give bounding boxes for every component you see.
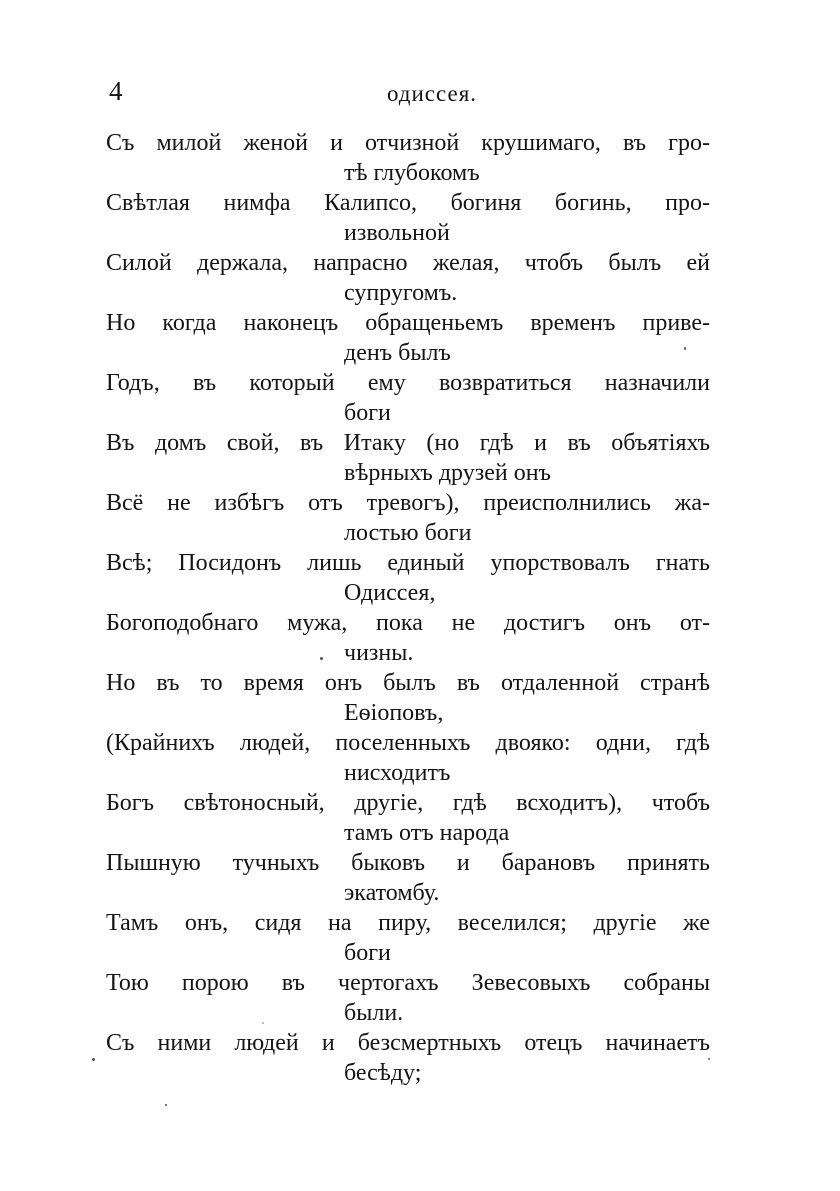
running-title: одиссея. [386,81,478,106]
verse [106,128,710,188]
verse-continuation: лостью боги [344,520,472,546]
verse-line: Богоподобнаго мужа, пока не достигъ онъ от- [106,610,710,636]
verse [106,428,710,488]
verse-line: Силой держала, напрасно желая, чтобъ былъ ей [106,250,710,276]
ink-speck [92,1058,95,1061]
verse [106,608,710,668]
verse [106,488,710,548]
ink-speck [684,347,686,350]
verse-line: Тою порою въ чертогахъ Зевесовыхъ собраны [106,970,710,996]
verse [106,188,710,248]
verse-continuation: извольной [344,220,450,246]
verse-line: (Крайнихъ людей, поселенныхъ двояко: одни, гдѣ [106,730,710,756]
verse-line: Богъ свѣтоносный, другіе, гдѣ всходитъ), чтобъ [106,790,710,816]
verse-continuation: тѣ глубокомъ [344,160,480,186]
verse-continuation: денъ былъ [344,340,451,366]
verse-line: Пышную тучныхъ быковъ и барановъ принять [106,850,710,876]
verse [106,788,710,848]
verse-continuation: супругомъ. [344,280,458,306]
ink-speck [165,1104,167,1106]
verse-continuation: нисходитъ [344,760,451,786]
verse-line: Всё не избѣгъ отъ тревогъ), преисполнились жа- [106,490,710,516]
verse-continuation: боги [344,940,391,966]
verse [106,968,710,1028]
ink-speck [320,657,323,660]
verse [106,368,710,428]
verse [106,308,710,368]
verse-line: Съ милой женой и отчизной крушимаго, въ гро- [106,130,710,156]
verse-continuation: Одиссея, [344,580,436,606]
page-number: 4 [109,76,123,106]
verse-line: Съ ними людей и безсмертныхъ отецъ начинаетъ [106,1030,710,1056]
verse-line: Но когда наконецъ обращеньемъ временъ приве- [106,310,710,336]
verse-continuation: вѣрныхъ друзей онъ [344,460,551,486]
verse-line: Тамъ онъ, сидя на пиру, веселился; другіе же [106,910,710,936]
verse [106,248,710,308]
verse-continuation: Еѳіоповъ, [344,700,444,726]
verse-line: Въ домъ свой, въ Итаку (но гдѣ и въ объятіяхъ [106,430,710,456]
verse-line: Всѣ; Посидонъ лишь единый упорствовалъ гнать [106,550,710,576]
verse [106,848,710,908]
verse-line: Свѣтлая нимфа Калипсо, богиня богинь, про- [106,190,710,216]
verse-continuation: были. [344,1000,404,1026]
verse [106,908,710,968]
verse-continuation: боги [344,400,391,426]
verse-continuation: экатомбу. [344,880,440,906]
verse [106,728,710,788]
verse-continuation: тамъ отъ народа [344,820,510,846]
ink-speck [708,1058,710,1060]
verse [106,1028,710,1088]
verse [106,548,710,608]
verse-line: Годъ, въ который ему возвратиться назначили [106,370,710,396]
ink-speck [262,1022,264,1024]
verse-block [106,128,710,1088]
verse-continuation: бесѣду; [344,1060,422,1086]
verse-line: Но въ то время онъ былъ въ отдаленной странѣ [106,670,710,696]
verse [106,668,710,728]
verse-continuation: чизны. [344,640,414,666]
